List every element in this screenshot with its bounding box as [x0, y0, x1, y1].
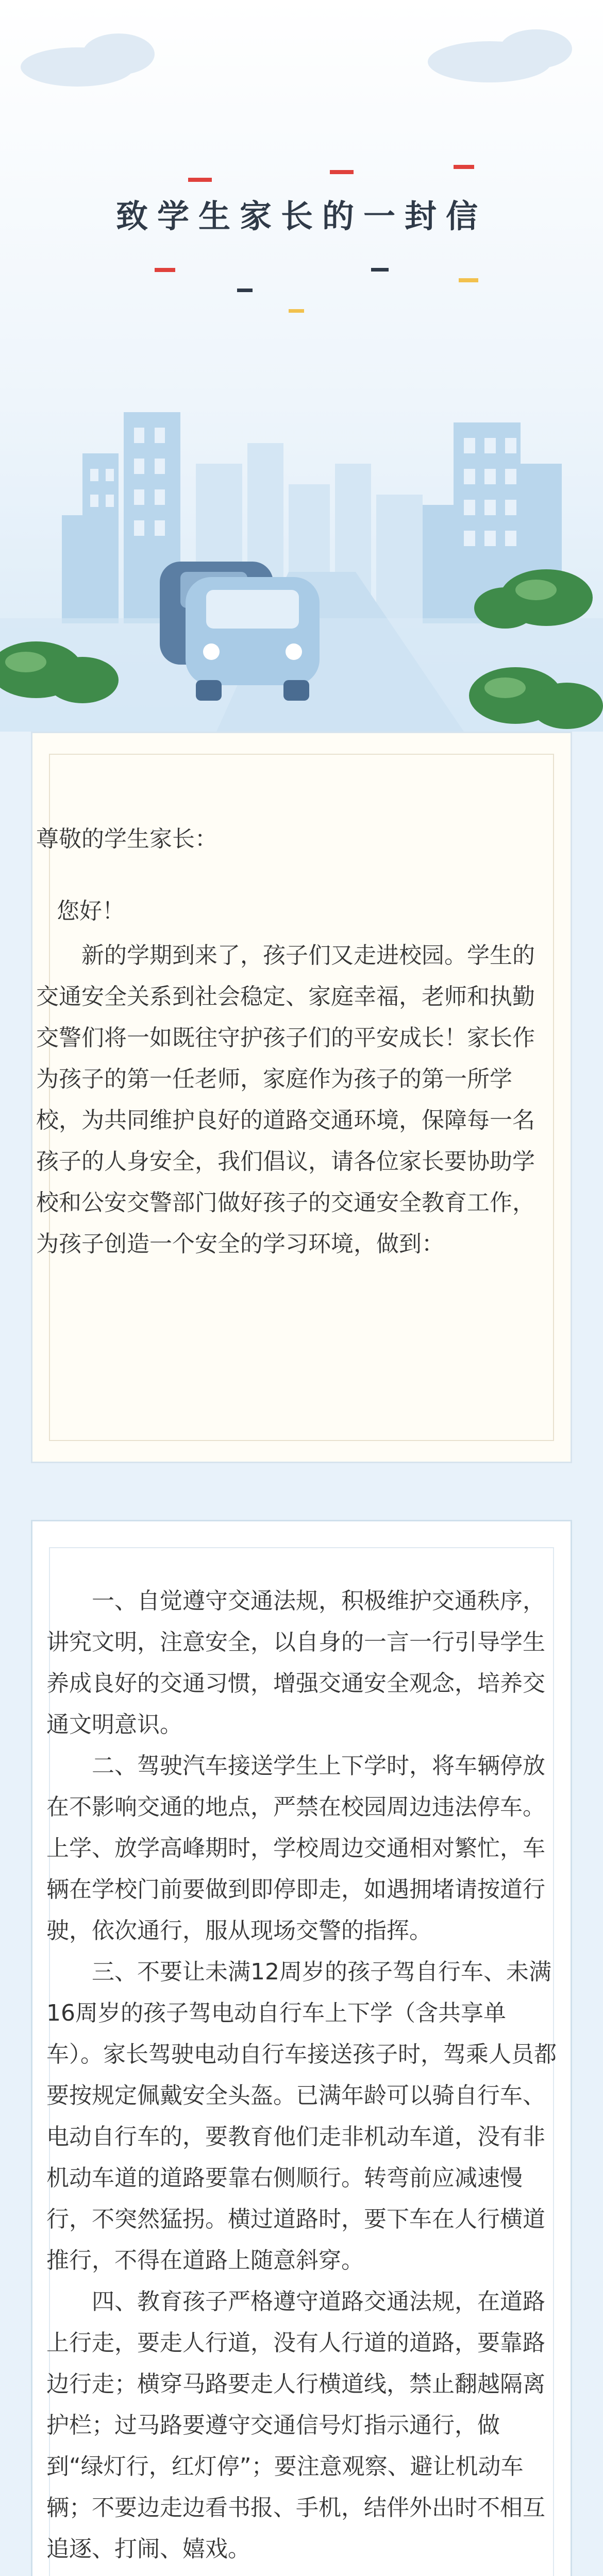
car-front-icon — [186, 577, 320, 701]
page-title: 致学生家长的一封信 — [115, 197, 487, 235]
letter-intro: 新的学期到来了，孩子们又走进校园。学生的交通安全关系到社会稳定、家庭幸福，老师和执勤交警们将一如既往守护孩子们的平安成长！家长作为孩子的第一任老师，家庭作为孩子的第一所学校，为共同维护良好的道路交通环境，保障每一名孩子的人身安全，我们倡议，请各位家长要协助学校和公安交警部门做好孩子的交通安全教育工作，为孩子创造一个安全的学习环境，做到： — [36, 942, 535, 1257]
confetti-dashes — [155, 165, 478, 313]
header-illustration — [0, 0, 603, 732]
paragraph-1: 一、自觉遵守交通法规，积极维护交通秩序，讲究文明，注意安全，以自身的一言一行引导学生养成良好的交通习惯，增强交通安全观念，培养交通文明意识。 — [46, 1588, 545, 1738]
paragraph-2: 二、驾驶汽车接送学生上下学时，将车辆停放在不影响交通的地点，严禁在校园周边违法停车。上学、放学高峰期时，学校周边交通相对繁忙，车辆在学校门前要做到即停即走，如遇拥堵请按道行驶，依次通行，服从现场交警的指挥。 — [46, 1753, 545, 1944]
paragraph-3: 三、不要让未满12周岁的孩子驾自行车、未满16周岁的孩子驾电动自行车上下学（含共享单车）。家长驾驶电动自行车接送孩子时，驾乘人员都要按规定佩戴安全头盔。已满年龄可以骑自行车、电动自行车的，要教育他们走非机动车道，没有非机动车道的道路要靠右侧顺行。转弯前应减速慢行，不突然猛拐。横过道路时，要下车在人行横道推行，不得在道路上随意斜穿。 — [46, 1959, 557, 2274]
letter-hello: 您好！ — [57, 898, 125, 924]
city-scene — [0, 0, 603, 732]
letter-greeting: 尊敬的学生家长： — [36, 826, 217, 852]
paragraph-5 — [46, 2570, 557, 2576]
cloud-icon — [21, 29, 572, 87]
letter-body — [46, 1581, 557, 2576]
paragraph-4: 四、教育孩子严格遵守道路交通法规，在道路上行走，要走人行道，没有人行道的道路，要靠路边行走；横穿马路要走人行横道线，禁止翻越隔离护栏；过马路要遵守交通信号灯指示通行，做到“绿灯行，红灯停”；要注意观察、避让机动车辆；不要边走边看书报、手机，结伴外出时不相互追逐、打闹、嬉戏。 — [46, 2289, 545, 2562]
